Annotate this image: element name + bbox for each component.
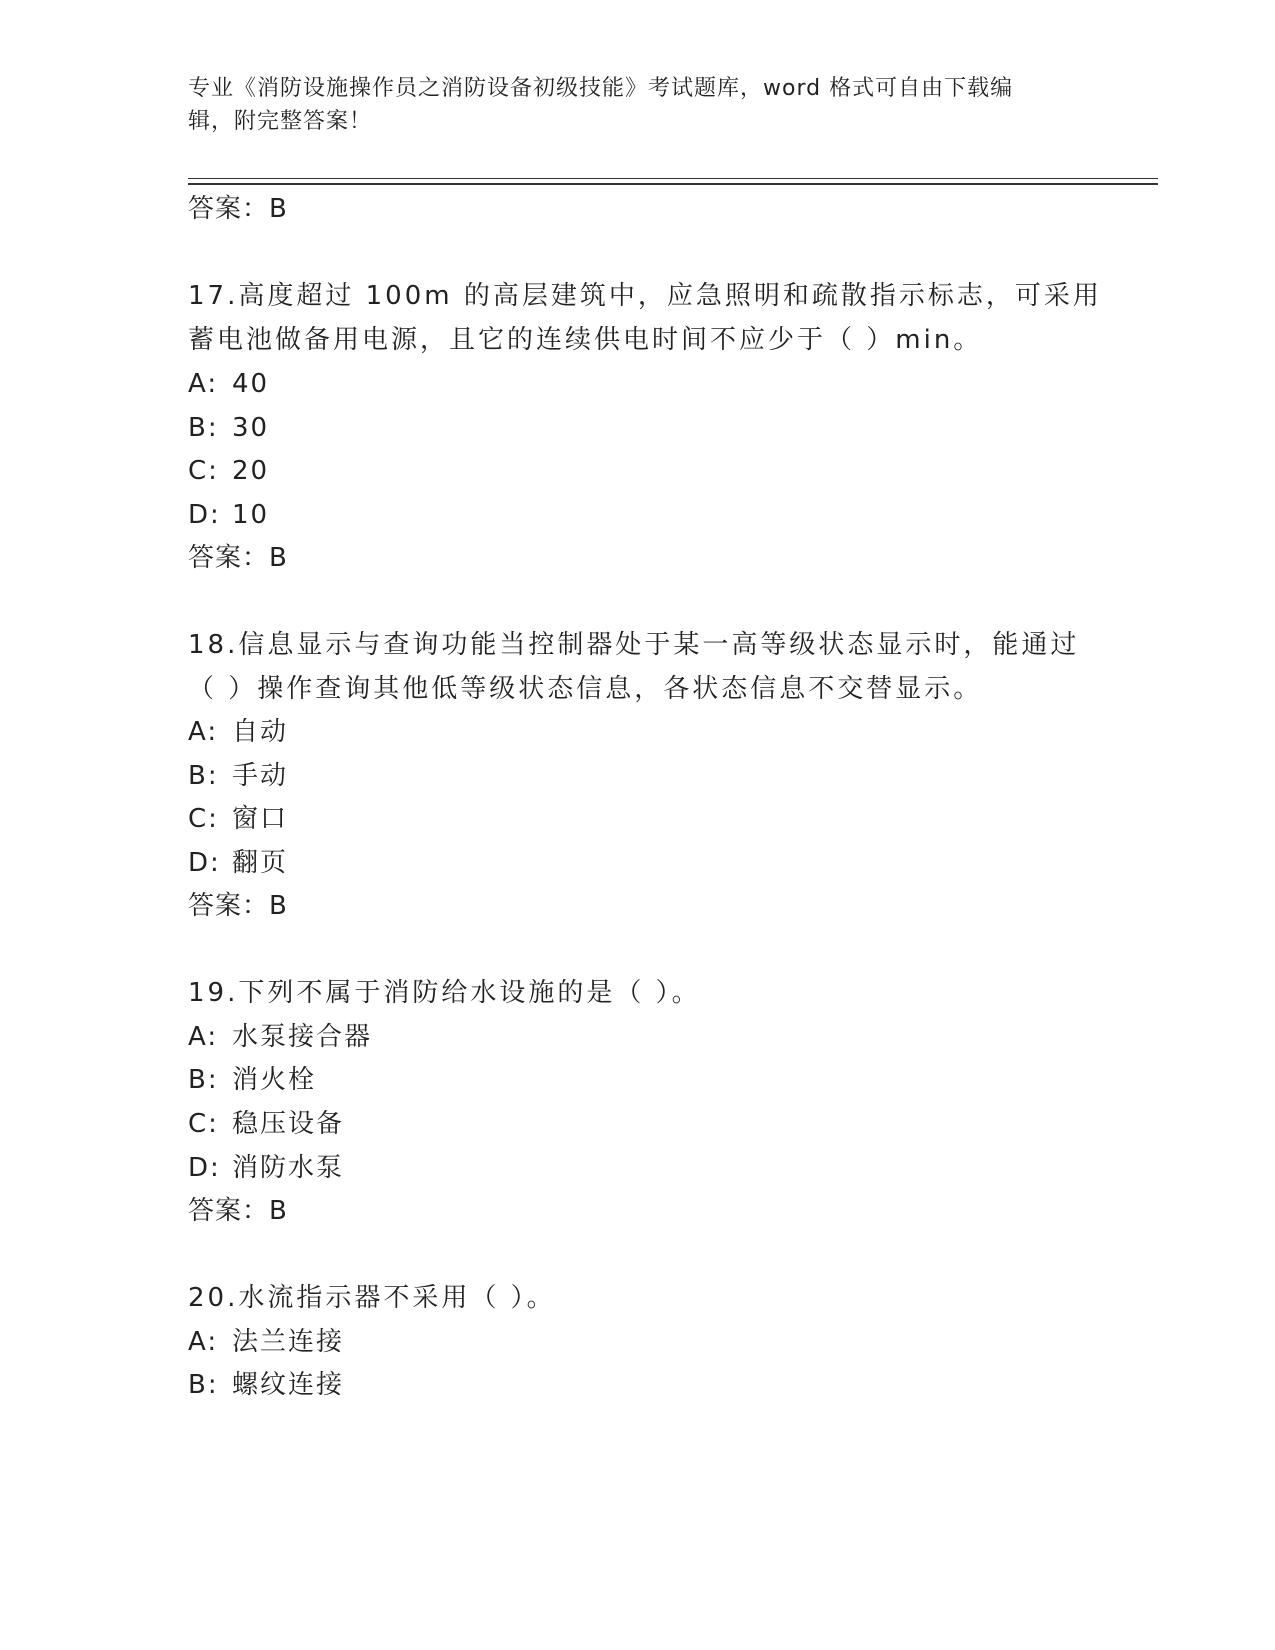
question-20-option-b — [188, 1368, 344, 1402]
question-18-line-1: 18.信息显示与查询功能当控制器处于某一高等级状态显示时，能通过 — [188, 630, 1080, 660]
option-text: 20 — [232, 456, 270, 486]
question-17-option-c — [188, 454, 269, 488]
option-key: A: — [188, 1327, 219, 1357]
question-17-line-2: 蓄电池做备用电源，且它的连续供电时间不应少于（ ）min。 — [188, 325, 983, 355]
question-18-line-2: （ ）操作查询其他低等级状态信息，各状态信息不交替显示。 — [188, 674, 983, 704]
question-19-option-a — [188, 1020, 372, 1054]
question-19-option-d — [188, 1151, 344, 1185]
option-key: B: — [188, 1370, 219, 1400]
answer-value: B — [269, 194, 288, 224]
question-19-option-c — [188, 1107, 344, 1141]
option-key: A: — [188, 717, 219, 747]
option-text: 窗口 — [232, 804, 289, 834]
option-text: 消火栓 — [232, 1065, 317, 1095]
option-text: 手动 — [232, 761, 289, 791]
question-19-answer — [188, 1194, 288, 1228]
question-18-option-d — [188, 846, 288, 880]
option-text: 法兰连接 — [232, 1327, 345, 1357]
answer-value: B — [269, 891, 288, 921]
option-key: C: — [188, 456, 219, 486]
option-text: 自动 — [232, 717, 289, 747]
question-18-option-b — [188, 759, 288, 793]
option-key: D: — [188, 848, 221, 878]
header-line-1: 专业《消防设施操作员之消防设备初级技能》考试题库，word 格式可自由下载编 — [188, 76, 1014, 101]
option-text: 30 — [232, 413, 270, 443]
answer-label: 答案： — [188, 891, 270, 921]
question-17-line-1: 17.高度超过 100m 的高层建筑中，应急照明和疏散指示标志，可采用 — [188, 281, 1102, 311]
question-17-answer — [188, 541, 288, 575]
question-17-option-d — [188, 498, 269, 532]
document-header — [188, 72, 1078, 138]
option-key: A: — [188, 1022, 219, 1052]
option-key: A: — [188, 369, 219, 399]
answer-value: B — [269, 543, 288, 573]
option-key: B: — [188, 413, 219, 443]
option-key: D: — [188, 1153, 221, 1183]
header-line-2: 辑，附完整答案！ — [188, 109, 373, 134]
option-text: 翻页 — [232, 848, 289, 878]
question-18-option-a — [188, 715, 288, 749]
header-divider-thin — [188, 178, 1158, 179]
header-divider-thick — [188, 183, 1158, 185]
option-text: 螺纹连接 — [232, 1370, 345, 1400]
answer-label: 答案： — [188, 1196, 270, 1226]
question-19-option-b — [188, 1063, 316, 1097]
answer-value: B — [269, 1196, 288, 1226]
question-20-option-a — [188, 1325, 344, 1359]
option-text: 水泵接合器 — [232, 1022, 373, 1052]
answer-label: 答案： — [188, 543, 270, 573]
question-18-answer — [188, 889, 288, 923]
option-text: 40 — [232, 369, 270, 399]
option-key: C: — [188, 1109, 219, 1139]
question-17-option-b — [188, 411, 269, 445]
answer-line — [188, 192, 288, 226]
option-key: B: — [188, 761, 219, 791]
question-17-option-a — [188, 367, 269, 401]
option-key: B: — [188, 1065, 219, 1095]
option-key: C: — [188, 804, 219, 834]
question-19-line-1: 19.下列不属于消防给水设施的是（ ）。 — [188, 978, 701, 1008]
question-18-option-c — [188, 802, 288, 836]
option-key: D: — [188, 500, 221, 530]
option-text: 稳压设备 — [232, 1109, 345, 1139]
option-text: 消防水泵 — [232, 1153, 345, 1183]
question-20-line-1: 20.水流指示器不采用（ ）。 — [188, 1283, 556, 1313]
answer-label: 答案： — [188, 194, 270, 224]
option-text: 10 — [232, 500, 270, 530]
